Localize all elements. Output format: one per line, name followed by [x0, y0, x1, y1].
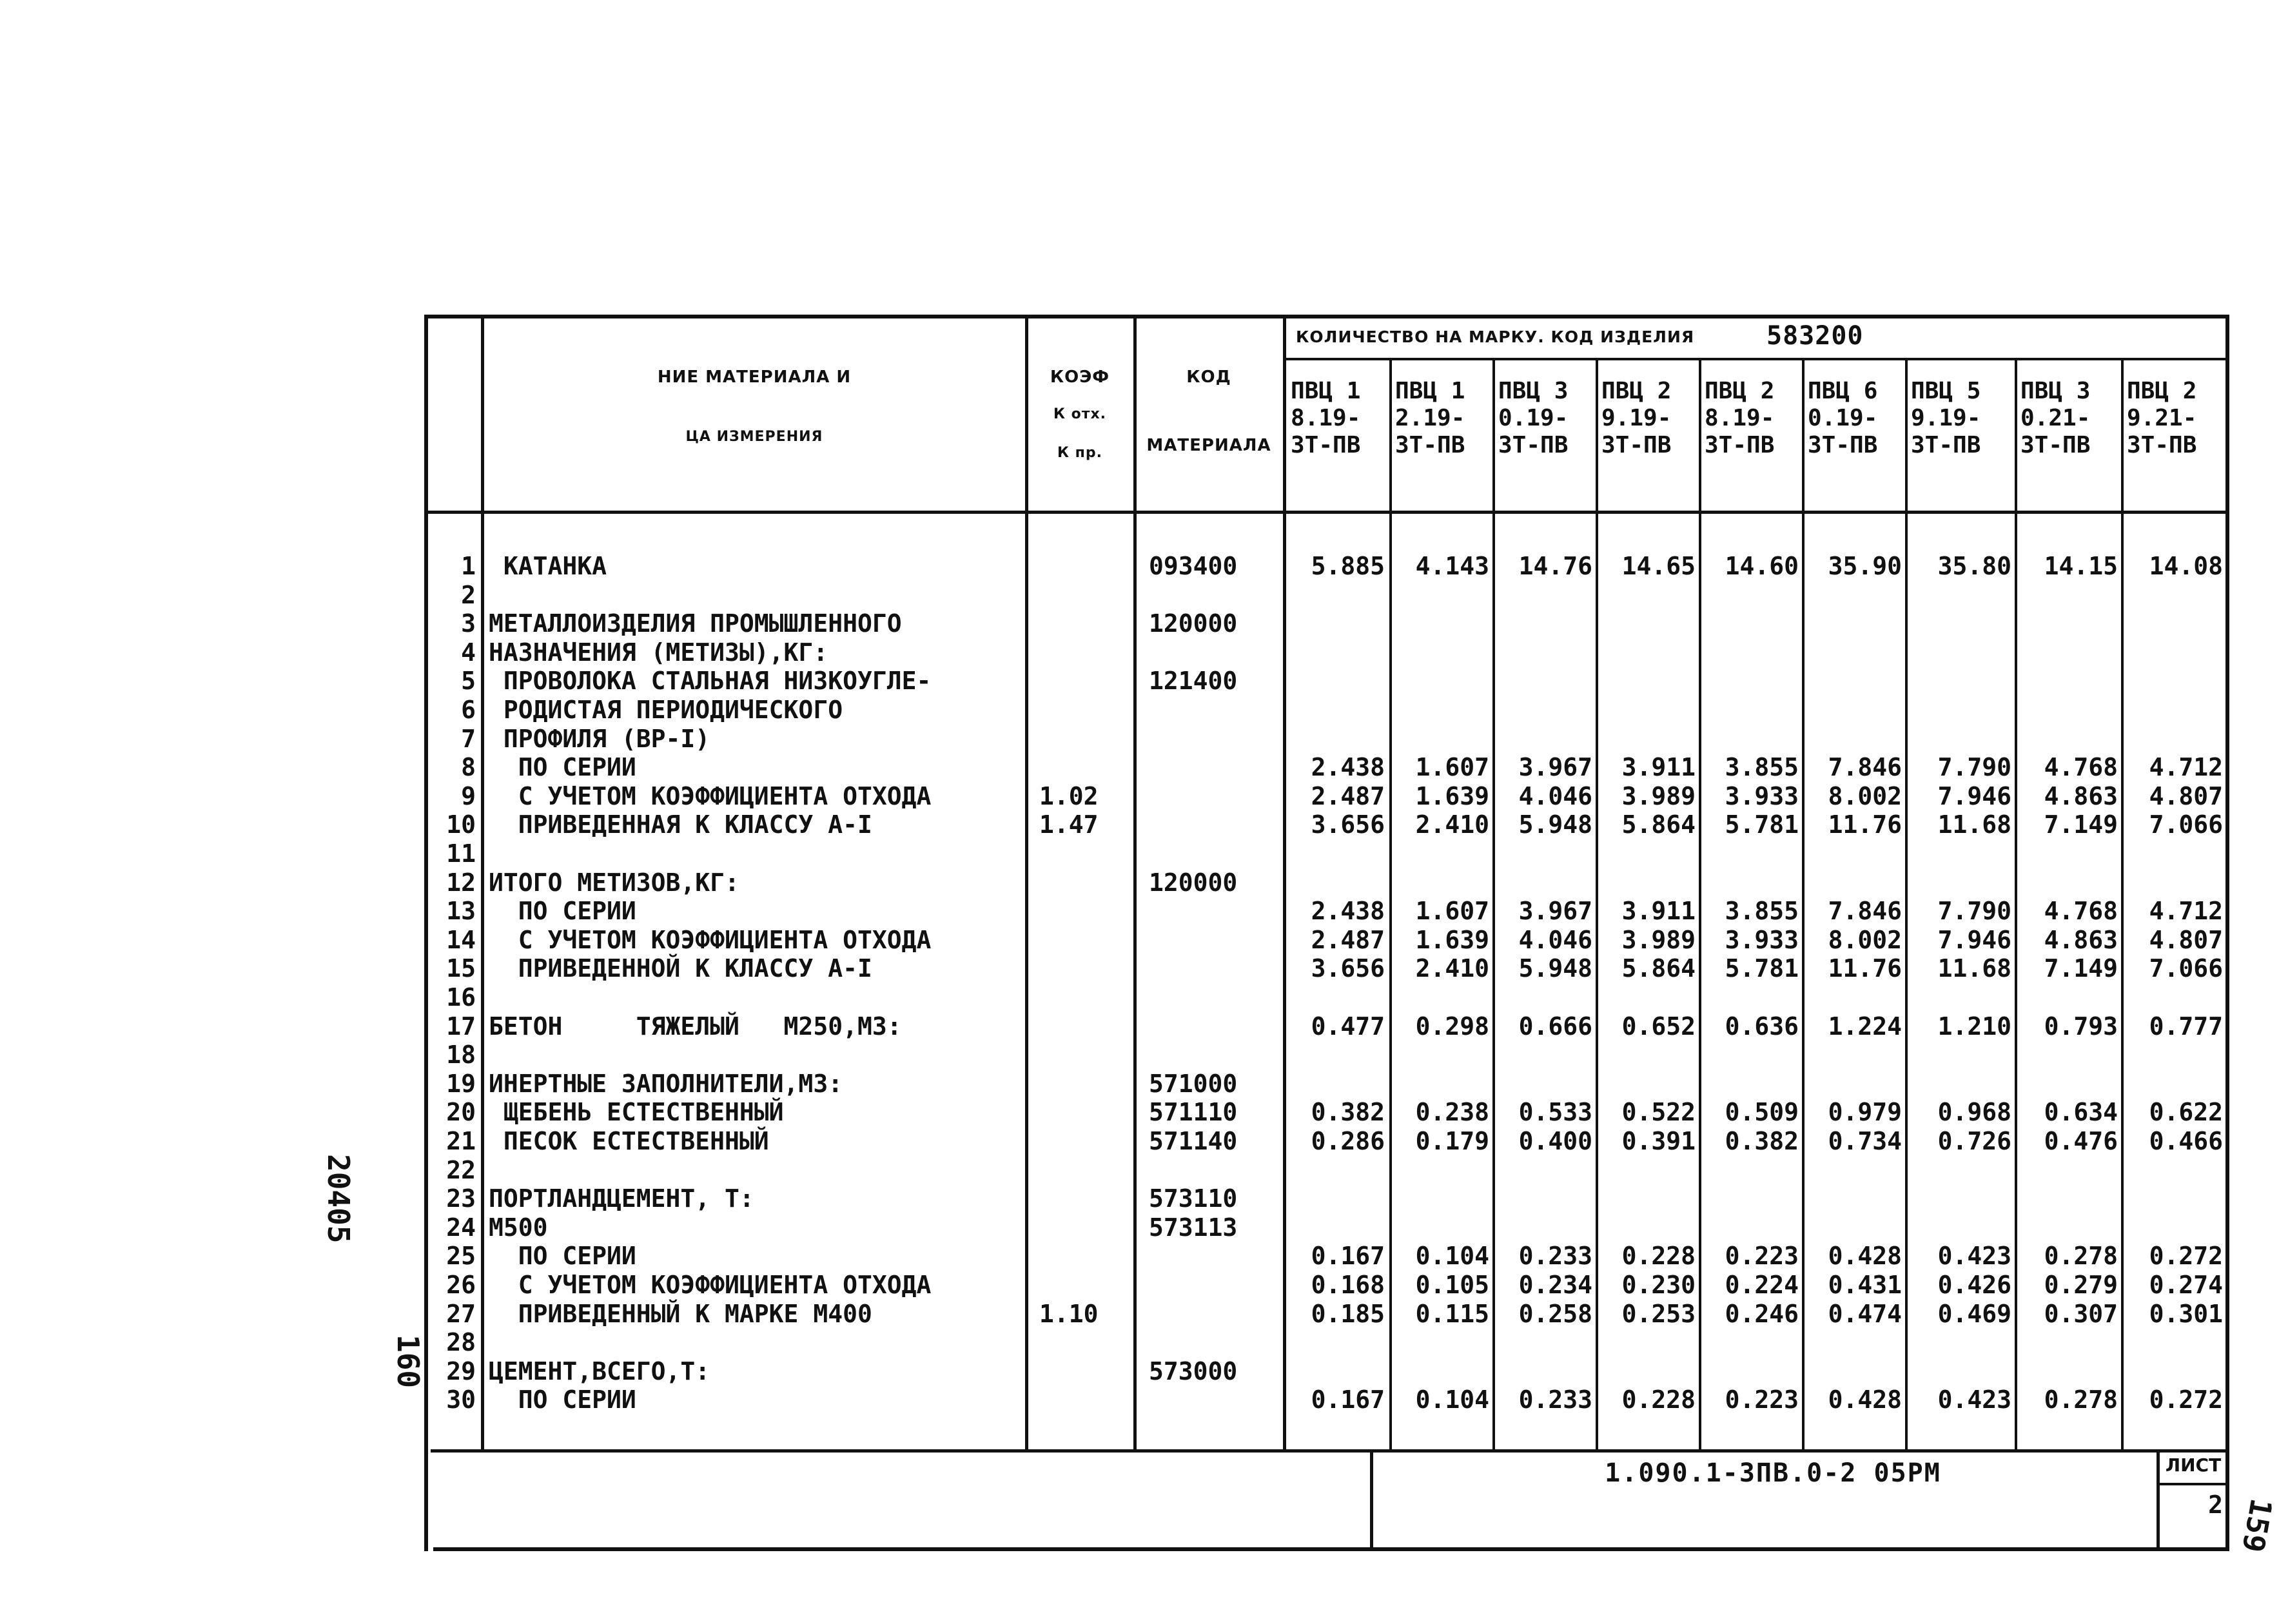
row-number: 5: [461, 667, 476, 695]
sheet-label: ЛИСТ: [2165, 1454, 2222, 1476]
product-header-4: ПВЦ 2 9.19- 3Т-ПВ: [1601, 378, 1672, 458]
material-name: М500: [489, 1213, 548, 1242]
coefficient: 1.02: [1039, 782, 1099, 810]
quantity-value: 0.428: [1828, 1385, 1902, 1414]
quantity-value: 0.104: [1415, 1242, 1489, 1270]
material-code: 120000: [1149, 609, 1238, 638]
quantity-value: 0.726: [1937, 1127, 2011, 1155]
quantity-value: 7.946: [1937, 926, 2011, 954]
material-name: С УЧЕТОМ КОЭФФИЦИЕНТА ОТХОДА: [489, 926, 932, 954]
quantity-value: 0.167: [1311, 1385, 1385, 1414]
product-header-7: ПВЦ 5 9.19- 3Т-ПВ: [1911, 378, 1981, 458]
material-code: 093400: [1149, 552, 1238, 580]
material-name: ПРИВЕДЕННОЙ К КЛАССУ А-I: [489, 954, 872, 983]
material-code: 573000: [1149, 1357, 1238, 1385]
quantity-value: 0.230: [1621, 1271, 1696, 1299]
quantity-value: 11.76: [1828, 954, 1902, 983]
quantity-value: 4.046: [1518, 926, 1592, 954]
quantity-value: 7.790: [1937, 753, 2011, 781]
page-number-left: 160: [391, 1335, 425, 1389]
quantity-value: 0.734: [1828, 1127, 1902, 1155]
footer-divider: [1370, 1449, 1373, 1551]
name-header-line1: НИЕ МАТЕРИАЛА И: [657, 367, 852, 387]
quantity-value: 3.656: [1311, 954, 1385, 983]
row-number: 10: [446, 810, 476, 839]
quantity-value: 0.666: [1518, 1012, 1592, 1041]
frame-top: [424, 315, 2229, 318]
quantity-value: 2.438: [1311, 897, 1385, 925]
koef-header-line2: К отх.: [1053, 406, 1107, 422]
product-header-1: ПВЦ 1 8.19- 3Т-ПВ: [1291, 378, 1361, 458]
material-name: ПО СЕРИИ: [489, 753, 636, 781]
frame-bottom: [433, 1547, 2229, 1551]
row-number: 6: [461, 696, 476, 724]
quantity-value: 3.967: [1518, 897, 1592, 925]
material-code: 573110: [1149, 1184, 1238, 1213]
quantity-value: 35.90: [1828, 552, 1902, 580]
quantity-value: 0.968: [1937, 1098, 2011, 1126]
quantity-value: 1.607: [1415, 897, 1489, 925]
quantity-value: 0.258: [1518, 1300, 1592, 1328]
code-header-line2: МАТЕРИАЛА: [1146, 436, 1271, 455]
quantity-value: 3.989: [1621, 926, 1696, 954]
quantity-value: 0.400: [1518, 1127, 1592, 1155]
quantity-value: 7.790: [1937, 897, 2011, 925]
rownum-divider: [481, 315, 484, 1453]
coefficient: 1.10: [1039, 1300, 1099, 1328]
quantity-value: 5.948: [1518, 954, 1592, 983]
quantity-value: 7.946: [1937, 782, 2011, 810]
quantity-value: 0.477: [1311, 1012, 1385, 1041]
quantity-value: 4.807: [2149, 926, 2223, 954]
frame-body-bottom: [431, 1449, 2229, 1453]
material-name: ПО СЕРИИ: [489, 897, 636, 925]
quantity-value: 4.863: [2044, 926, 2118, 954]
quantity-value: 4.768: [2044, 753, 2118, 781]
quantity-value: 0.179: [1415, 1127, 1489, 1155]
quantity-value: 0.509: [1725, 1098, 1799, 1126]
sheet-box-mid: [2157, 1483, 2227, 1485]
quantity-value: 1.639: [1415, 926, 1489, 954]
material-name: ЦЕМЕНТ,ВСЕГО,Т:: [489, 1357, 710, 1385]
quantity-value: 2.487: [1311, 926, 1385, 954]
quantity-value: 0.224: [1725, 1271, 1799, 1299]
name-header-line2: ЦА ИЗМЕРЕНИЯ: [685, 429, 823, 445]
koef-header-line1: КОЭФ: [1050, 367, 1110, 387]
code-header-line1: КОД: [1186, 367, 1231, 387]
row-number: 28: [446, 1328, 476, 1356]
quantity-value: 0.793: [2044, 1012, 2118, 1041]
material-code: 571000: [1149, 1070, 1238, 1098]
quantity-value: 14.08: [2149, 552, 2223, 580]
quantity-value: 7.066: [2149, 954, 2223, 983]
quantity-value: 8.002: [1828, 926, 1902, 954]
quantity-value: 7.066: [2149, 810, 2223, 839]
quantity-value: 11.68: [1937, 954, 2011, 983]
quantity-value: 4.712: [2149, 897, 2223, 925]
quantity-value: 1.210: [1937, 1012, 2011, 1041]
quantity-value: 3.656: [1311, 810, 1385, 839]
quantity-value: 5.781: [1725, 954, 1799, 983]
quantity-value: 0.234: [1518, 1271, 1592, 1299]
row-number: 1: [461, 552, 476, 580]
row-number: 27: [446, 1300, 476, 1328]
quantity-value: 11.68: [1937, 810, 2011, 839]
material-name: ПО СЕРИИ: [489, 1242, 636, 1270]
product-header-6: ПВЦ 6 0.19- 3Т-ПВ: [1808, 378, 1878, 458]
frame-header-bottom: [424, 511, 2229, 514]
qty-header-label: КОЛИЧЕСТВО НА МАРКУ. КОД ИЗДЕЛИЯ: [1296, 328, 1695, 346]
quantity-value: 7.846: [1828, 753, 1902, 781]
quantity-value: 5.864: [1621, 810, 1696, 839]
quantity-value: 14.15: [2044, 552, 2118, 580]
quantity-value: 7.846: [1828, 897, 1902, 925]
inventory-number: 20405: [321, 1154, 356, 1244]
quantity-value: 4.768: [2044, 897, 2118, 925]
quantity-value: 0.533: [1518, 1098, 1592, 1126]
quantity-value: 0.167: [1311, 1242, 1385, 1270]
quantity-value: 0.777: [2149, 1012, 2223, 1041]
row-number: 9: [461, 782, 476, 810]
quantity-value: 3.911: [1621, 897, 1696, 925]
quantity-value: 0.431: [1828, 1271, 1902, 1299]
qty-subheader-line: [1286, 358, 2229, 360]
page-number-right: 159: [2235, 1496, 2279, 1555]
quantity-value: 0.233: [1518, 1242, 1592, 1270]
quantity-value: 5.885: [1311, 552, 1385, 580]
quantity-value: 0.307: [2044, 1300, 2118, 1328]
quantity-value: 2.438: [1311, 753, 1385, 781]
quantity-value: 0.426: [1937, 1271, 2011, 1299]
material-code: 571110: [1149, 1098, 1238, 1126]
quantity-value: 14.76: [1518, 552, 1592, 580]
row-number: 22: [446, 1156, 476, 1184]
quantity-value: 14.65: [1621, 552, 1696, 580]
quantity-value: 0.466: [2149, 1127, 2223, 1155]
quantity-value: 2.410: [1415, 954, 1489, 983]
koef-header-line3: К пр.: [1057, 445, 1102, 461]
quantity-value: 0.382: [1725, 1127, 1799, 1155]
quantity-value: 0.238: [1415, 1098, 1489, 1126]
quantity-value: 2.487: [1311, 782, 1385, 810]
row-number: 7: [461, 725, 476, 753]
quantity-value: 3.967: [1518, 753, 1592, 781]
quantity-value: 3.855: [1725, 753, 1799, 781]
quantity-value: 3.855: [1725, 897, 1799, 925]
quantity-value: 0.233: [1518, 1385, 1592, 1414]
quantity-value: 4.863: [2044, 782, 2118, 810]
row-number: 25: [446, 1242, 476, 1270]
quantity-value: 4.712: [2149, 753, 2223, 781]
quantity-value: 0.115: [1415, 1300, 1489, 1328]
quantity-value: 0.246: [1725, 1300, 1799, 1328]
quantity-value: 3.911: [1621, 753, 1696, 781]
row-number: 20: [446, 1098, 476, 1126]
quantity-value: 2.410: [1415, 810, 1489, 839]
quantity-value: 0.228: [1621, 1242, 1696, 1270]
quantity-value: 0.301: [2149, 1300, 2223, 1328]
product-header-2: ПВЦ 1 2.19- 3Т-ПВ: [1395, 378, 1465, 458]
row-number: 17: [446, 1012, 476, 1041]
row-number: 21: [446, 1127, 476, 1155]
quantity-value: 0.278: [2044, 1242, 2118, 1270]
material-name: ИНЕРТНЫЕ ЗАПОЛНИТЕЛИ,М3:: [489, 1070, 843, 1098]
material-name: БЕТОН ТЯЖЕЛЫЙ М250,М3:: [489, 1012, 902, 1041]
quantity-value: 0.253: [1621, 1300, 1696, 1328]
product-header-3: ПВЦ 3 0.19- 3Т-ПВ: [1498, 378, 1569, 458]
quantity-value: 0.278: [2044, 1385, 2118, 1414]
row-number: 4: [461, 638, 476, 667]
coefficient: 1.47: [1039, 810, 1099, 839]
row-number: 11: [446, 839, 476, 868]
quantity-value: 0.428: [1828, 1242, 1902, 1270]
product-header-5: ПВЦ 2 8.19- 3Т-ПВ: [1705, 378, 1775, 458]
quantity-value: 0.223: [1725, 1242, 1799, 1270]
quantity-value: 0.522: [1621, 1098, 1696, 1126]
quantity-value: 0.634: [2044, 1098, 2118, 1126]
quantity-value: 4.143: [1415, 552, 1489, 580]
quantity-value: 0.279: [2044, 1271, 2118, 1299]
quantity-value: 0.274: [2149, 1271, 2223, 1299]
quantity-value: 0.652: [1621, 1012, 1696, 1041]
material-name: ЩЕБЕНЬ ЕСТЕСТВЕННЫЙ: [489, 1098, 784, 1126]
row-number: 18: [446, 1041, 476, 1069]
frame-right: [2225, 315, 2229, 1551]
sheet-box-left: [2157, 1449, 2160, 1551]
material-name: КАТАНКА: [489, 552, 607, 580]
material-name: ПРОВОЛОКА СТАЛЬНАЯ НИЗКОУГЛЕ-: [489, 667, 932, 695]
product-header-8: ПВЦ 3 0.21- 3Т-ПВ: [2020, 378, 2091, 458]
quantity-value: 3.989: [1621, 782, 1696, 810]
koef-divider: [1133, 315, 1137, 1453]
quantity-value: 0.476: [2044, 1127, 2118, 1155]
quantity-value: 0.423: [1937, 1242, 2011, 1270]
product-code: 583200: [1766, 321, 1864, 351]
row-number: 19: [446, 1070, 476, 1098]
row-number: 12: [446, 868, 476, 897]
quantity-value: 35.80: [1937, 552, 2011, 580]
quantity-value: 0.423: [1937, 1385, 2011, 1414]
material-name: ПРИВЕДЕННАЯ К КЛАССУ А-I: [489, 810, 872, 839]
quantity-value: 0.223: [1725, 1385, 1799, 1414]
material-code: 120000: [1149, 868, 1238, 897]
material-name: ПО СЕРИИ: [489, 1385, 636, 1414]
quantity-value: 0.622: [2149, 1098, 2223, 1126]
quantity-value: 0.104: [1415, 1385, 1489, 1414]
quantity-value: 0.636: [1725, 1012, 1799, 1041]
material-name: ПРОФИЛЯ (ВР-I): [489, 725, 710, 753]
sheet-number: 2: [2208, 1491, 2223, 1519]
quantity-value: 0.286: [1311, 1127, 1385, 1155]
material-name: ИТОГО МЕТИЗОВ,КГ:: [489, 868, 739, 897]
material-name: ПРИВЕДЕННЫЙ К МАРКЕ М400: [489, 1300, 872, 1328]
material-name: С УЧЕТОМ КОЭФФИЦИЕНТА ОТХОДА: [489, 1271, 932, 1299]
quantity-value: 0.474: [1828, 1300, 1902, 1328]
quantity-value: 0.105: [1415, 1271, 1489, 1299]
material-name: РОДИСТАЯ ПЕРИОДИЧЕСКОГО: [489, 696, 843, 724]
product-header-9: ПВЦ 2 9.21- 3Т-ПВ: [2127, 378, 2197, 458]
row-number: 23: [446, 1184, 476, 1213]
row-number: 24: [446, 1213, 476, 1242]
quantity-value: 7.149: [2044, 954, 2118, 983]
quantity-value: 0.185: [1311, 1300, 1385, 1328]
quantity-value: 3.933: [1725, 926, 1799, 954]
quantity-value: 5.948: [1518, 810, 1592, 839]
quantity-value: 4.046: [1518, 782, 1592, 810]
material-code: 121400: [1149, 667, 1238, 695]
row-number: 30: [446, 1385, 476, 1414]
quantity-value: 0.298: [1415, 1012, 1489, 1041]
material-name: МЕТАЛЛОИЗДЕЛИЯ ПРОМЫШЛЕННОГО: [489, 609, 902, 638]
quantity-value: 8.002: [1828, 782, 1902, 810]
quantity-value: 0.979: [1828, 1098, 1902, 1126]
quantity-value: 4.807: [2149, 782, 2223, 810]
material-code: 573113: [1149, 1213, 1238, 1242]
row-number: 15: [446, 954, 476, 983]
row-number: 8: [461, 753, 476, 781]
quantity-value: 1.224: [1828, 1012, 1902, 1041]
row-number: 26: [446, 1271, 476, 1299]
material-name: ПЕСОК ЕСТЕСТВЕННЫЙ: [489, 1127, 769, 1155]
document-code: 1.090.1-3ПВ.0-2 05РМ: [1605, 1458, 1941, 1488]
quantity-value: 0.391: [1621, 1127, 1696, 1155]
quantity-value: 5.781: [1725, 810, 1799, 839]
row-number: 29: [446, 1357, 476, 1385]
quantity-value: 5.864: [1621, 954, 1696, 983]
row-number: 3: [461, 609, 476, 638]
quantity-value: 0.469: [1937, 1300, 2011, 1328]
material-name: НАЗНАЧЕНИЯ (МЕТИЗЫ),КГ:: [489, 638, 828, 667]
quantity-value: 7.149: [2044, 810, 2118, 839]
row-number: 16: [446, 983, 476, 1012]
quantity-value: 0.168: [1311, 1271, 1385, 1299]
quantity-value: 0.382: [1311, 1098, 1385, 1126]
quantity-value: 3.933: [1725, 782, 1799, 810]
quantity-value: 0.272: [2149, 1385, 2223, 1414]
material-name: С УЧЕТОМ КОЭФФИЦИЕНТА ОТХОДА: [489, 782, 932, 810]
quantity-value: 1.639: [1415, 782, 1489, 810]
quantity-value: 0.228: [1621, 1385, 1696, 1414]
quantity-value: 14.60: [1725, 552, 1799, 580]
row-number: 14: [446, 926, 476, 954]
row-number: 13: [446, 897, 476, 925]
quantity-value: 1.607: [1415, 753, 1489, 781]
material-name: ПОРТЛАНДЦЕМЕНТ, Т:: [489, 1184, 754, 1213]
row-number: 2: [461, 581, 476, 609]
material-code: 571140: [1149, 1127, 1238, 1155]
quantity-value: 0.272: [2149, 1242, 2223, 1270]
quantity-value: 11.76: [1828, 810, 1902, 839]
